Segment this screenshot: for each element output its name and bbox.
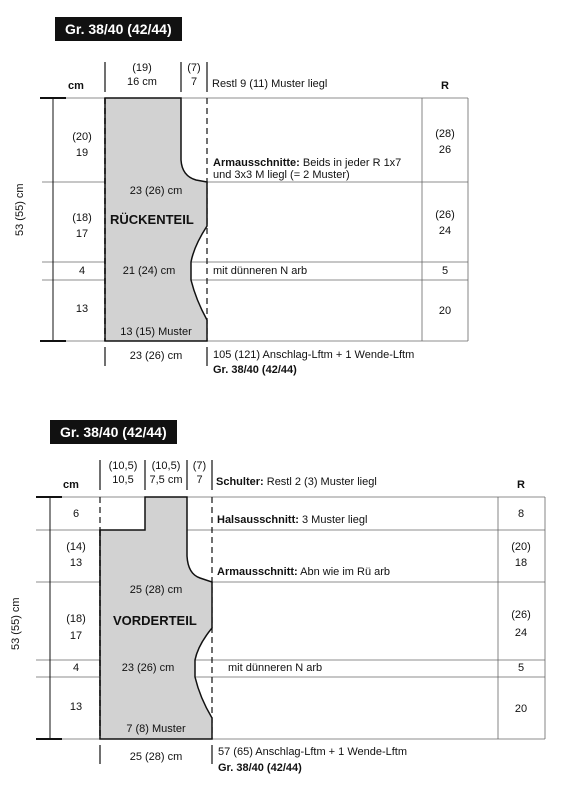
front-total-height: 53 (55) cm: [10, 597, 22, 650]
front-height2-alt: (14): [66, 541, 86, 553]
back-height1: 19: [75, 147, 89, 159]
back-size-bottom: Gr. 38/40 (42/44): [213, 364, 297, 376]
front-width3-alt: (7): [192, 460, 207, 472]
front-width2: 7,5 cm: [149, 474, 183, 486]
front-bottom-width: 25 (28) cm: [129, 751, 183, 763]
front-thinner-needles: mit dünneren N arb: [228, 662, 323, 674]
back-muster: 13 (15) Muster: [120, 326, 192, 338]
back-total-height: 53 (55) cm: [14, 183, 26, 236]
front-height3: 17: [69, 630, 83, 642]
back-size-tag: Gr. 38/40 (42/44): [55, 17, 182, 41]
front-shoulder-note: [216, 476, 377, 489]
back-cm-header: cm: [68, 80, 84, 92]
front-height2: 13: [69, 557, 83, 569]
front-width-23: 23 (26) cm: [121, 662, 175, 674]
back-rows3: 5: [441, 265, 449, 277]
front-armhole-title: Armausschnitt:: [217, 566, 298, 578]
front-height3-alt: (18): [66, 613, 86, 625]
back-rows-header: R: [441, 80, 449, 92]
back-rows2-alt: (26): [435, 209, 455, 221]
back-rows4: 20: [438, 305, 452, 317]
front-neck-text: 3 Muster liegl: [301, 514, 368, 526]
front-width-25: 25 (28) cm: [129, 584, 183, 596]
front-neck-title: Halsausschnitt:: [217, 514, 299, 526]
front-shoulder-title: Schulter:: [216, 476, 264, 488]
front-armhole-note: [217, 566, 390, 579]
back-armhole-text: Beids in jeder R 1x7: [302, 157, 402, 169]
front-armhole-text: Abn wie im Rü arb: [300, 566, 391, 578]
back-height1-alt: (20): [72, 131, 92, 143]
back-schematic: [40, 62, 468, 366]
front-height1: 6: [72, 508, 80, 520]
front-rows5: 20: [514, 703, 528, 715]
back-width-23: 23 (26) cm: [129, 185, 183, 197]
front-width3: 7: [196, 474, 203, 486]
front-neck-note: [217, 514, 367, 527]
front-rows2: 18: [514, 557, 528, 569]
front-muster: 7 (8) Muster: [126, 723, 186, 735]
front-rows3-alt: (26): [511, 609, 531, 621]
front-width1: 10,5: [112, 474, 134, 486]
back-width1-alt: (19): [132, 62, 152, 74]
front-piece-name: VORDERTEIL: [113, 613, 197, 628]
back-width2: 7: [190, 76, 198, 88]
front-shoulder-text: Restl 2 (3) Muster liegl: [266, 476, 377, 488]
back-rows2: 24: [438, 225, 452, 237]
back-height3: 4: [78, 265, 86, 277]
back-width1: 16 cm: [127, 76, 157, 88]
front-width2-alt: (10,5): [151, 460, 181, 472]
back-height2-alt: (18): [72, 212, 92, 224]
front-height4: 4: [72, 662, 80, 674]
front-cast-on: 57 (65) Anschlag-Lftm + 1 Wende-Lftm: [218, 746, 408, 758]
back-restl-note: Restl 9 (11) Muster liegl: [212, 78, 328, 90]
front-rows4: 5: [517, 662, 525, 674]
front-rows2-alt: (20): [511, 541, 531, 553]
back-piece-name: RÜCKENTEIL: [110, 212, 194, 227]
back-bottom-width: 23 (26) cm: [129, 350, 183, 362]
front-rows1: 8: [517, 508, 525, 520]
back-thinner-needles: mit dünneren N arb: [213, 265, 308, 277]
front-size-tag: Gr. 38/40 (42/44): [50, 420, 177, 444]
back-width2-alt: (7): [187, 62, 201, 74]
back-cast-on: 105 (121) Anschlag-Lftm + 1 Wende-Lftm: [213, 349, 415, 361]
back-rows1-alt: (28): [435, 128, 455, 140]
back-rows1: 26: [438, 144, 452, 156]
front-rows3: 24: [514, 627, 528, 639]
front-cm-header: cm: [63, 479, 79, 491]
back-height4: 13: [75, 303, 89, 315]
front-width1-alt: (10,5): [108, 460, 138, 472]
back-armhole-title: Armausschnitte:: [213, 157, 300, 169]
back-armhole-text2: und 3x3 M liegl (= 2 Muster): [213, 169, 350, 181]
front-height5: 13: [69, 701, 83, 713]
back-width-21: 21 (24) cm: [122, 265, 176, 277]
back-height2: 17: [75, 228, 89, 240]
front-size-bottom: Gr. 38/40 (42/44): [218, 762, 302, 774]
front-rows-header: R: [517, 479, 525, 491]
